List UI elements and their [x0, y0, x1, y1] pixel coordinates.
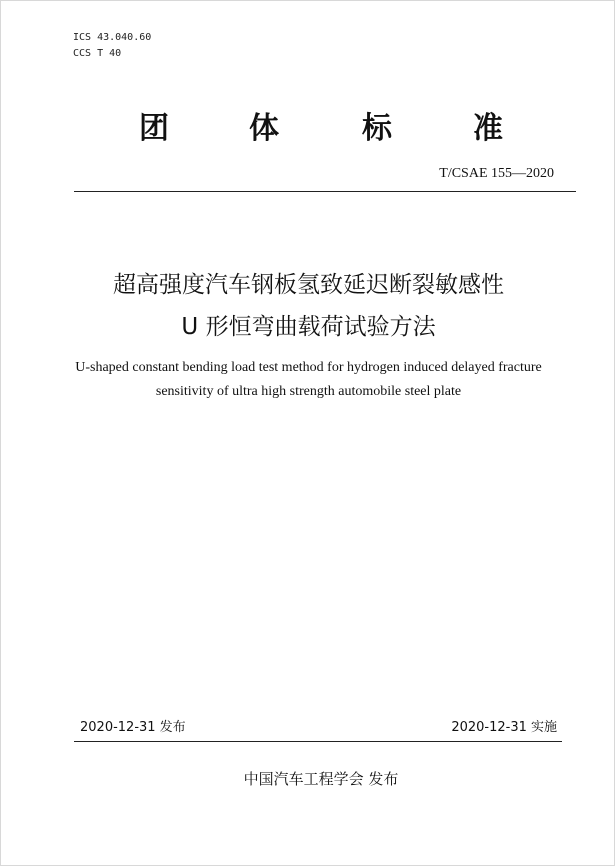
title-chinese-line-1: 超高强度汽车钢板氢致延迟断裂敏感性: [113, 272, 504, 298]
implementation-date: 2020-12-31 实施: [451, 720, 557, 735]
title-english-line-2: sensitivity of ultra high strength automobile steel plate: [155, 384, 462, 399]
issue-date: 2020-12-31 发布: [80, 720, 186, 735]
top-divider: [74, 191, 576, 192]
standard-type-char-3: 标: [362, 111, 392, 146]
title-chinese-line-2: U 形恒弯曲载荷试验方法: [181, 314, 436, 340]
standard-number: T/CSAE 155—2020: [439, 166, 554, 181]
standard-type-heading: [96, 109, 536, 149]
ics-code: ICS 43.040.60: [73, 32, 152, 43]
standard-type-char-2: 体: [249, 111, 279, 146]
standard-type-char-1: 团: [139, 111, 169, 146]
standard-type-char-4: 准: [473, 111, 503, 146]
bottom-divider: [74, 741, 562, 742]
ccs-code: CCS T 40: [73, 48, 122, 59]
title-english-line-1: U-shaped constant bending load test method for hydrogen induced delayed fracture: [75, 360, 542, 375]
publisher: 中国汽车工程学会 发布: [243, 770, 399, 788]
